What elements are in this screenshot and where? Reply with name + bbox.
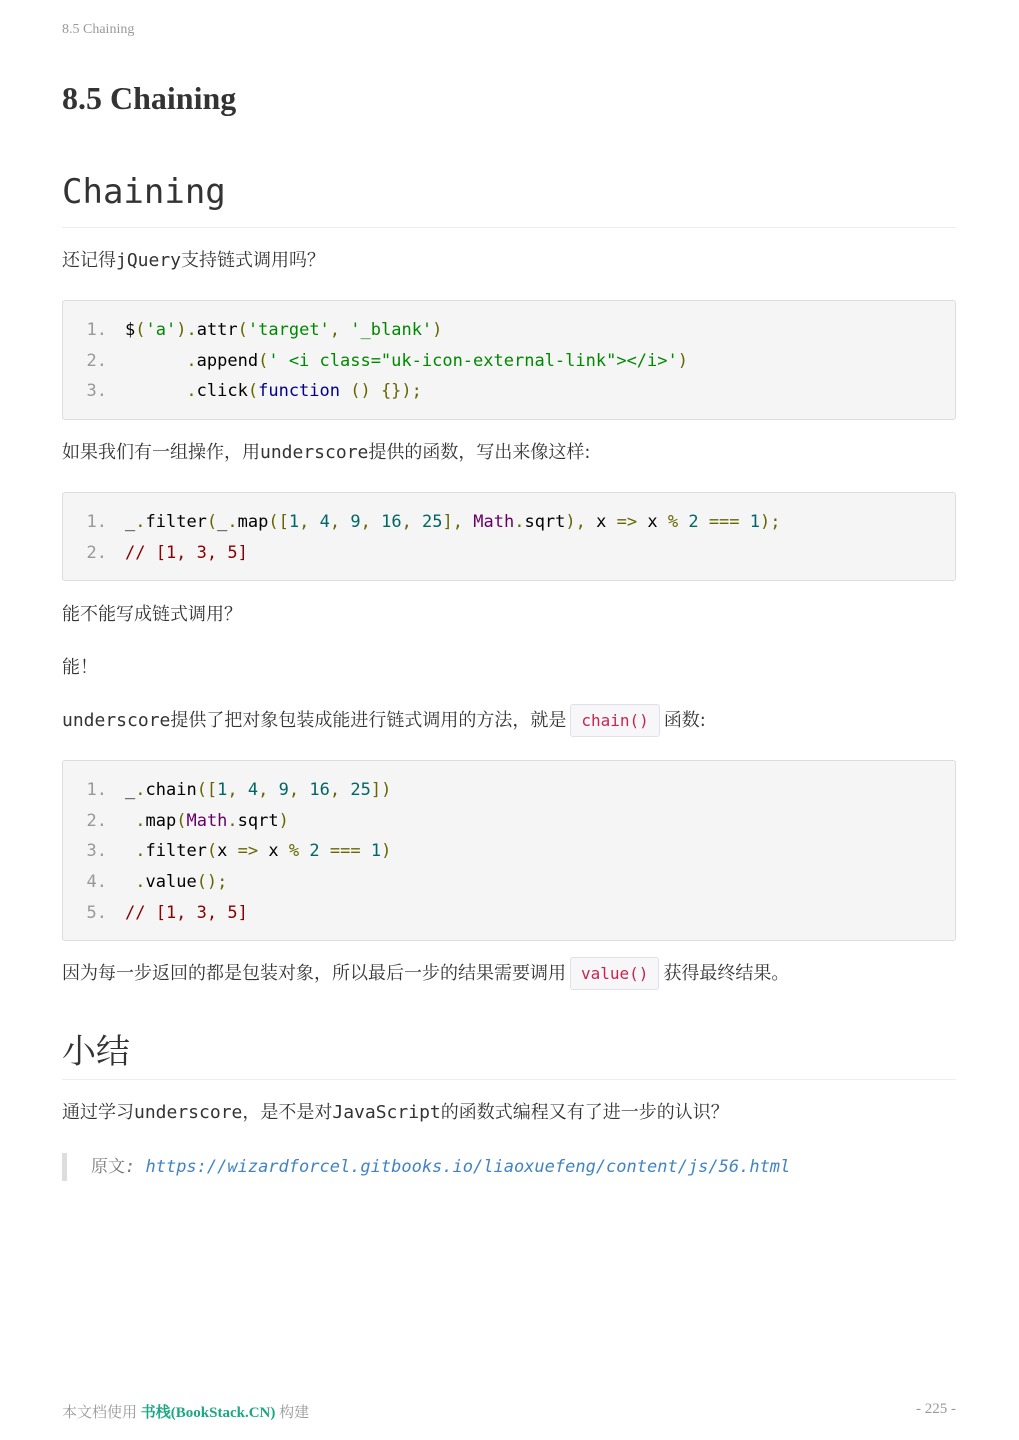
line-number: 3. [86, 841, 107, 862]
code-token: . [514, 512, 525, 532]
code-token: x [637, 512, 668, 532]
code-token: , [258, 780, 279, 800]
code-token [320, 841, 330, 861]
code-token: 2 [309, 841, 320, 862]
code-token: 1 [749, 512, 761, 532]
code-token: => [237, 841, 259, 862]
code-token: => [616, 512, 638, 532]
code-token: ( [247, 381, 259, 402]
code-text [125, 867, 227, 898]
line-number: 2. [86, 810, 107, 831]
code-token: ) [381, 841, 392, 862]
code-block-2 [62, 492, 956, 581]
code-token: sqrt [237, 810, 279, 831]
code-line [63, 376, 955, 407]
code-line [63, 867, 955, 898]
line-number: 4. [86, 872, 107, 893]
footer-prefix: 本文档使用 [62, 1405, 138, 1421]
code-text [125, 507, 781, 538]
code-line [63, 346, 955, 377]
code-token: x [596, 512, 617, 532]
code-token: ( [206, 512, 218, 532]
code-token: append [196, 350, 259, 371]
code-token: ); [760, 512, 781, 532]
source-link[interactable]: https://wizardforcel.gitbooks.io/liaoxuefeng/content/js/56.html [145, 1157, 791, 1177]
paragraph-intro [62, 249, 956, 273]
code-token: x [217, 841, 238, 862]
code-token: ( [135, 320, 146, 340]
code-token: ' <i class="uk-icon-external-link"></i>' [268, 350, 678, 371]
code-token: ) [432, 320, 443, 340]
code-token: ([ [196, 780, 218, 800]
text: 通过学习 [62, 1102, 134, 1123]
code-token: . [135, 841, 146, 862]
line-number: 2. [86, 350, 107, 371]
code-token: ) [278, 810, 289, 831]
source-blockquote [62, 1153, 790, 1181]
code-token: , [329, 512, 351, 532]
code-token: . [135, 780, 146, 800]
code-token: , [329, 780, 351, 800]
code-token: map [237, 512, 269, 532]
code-token: ], [442, 512, 474, 532]
code-token: 'target' [247, 320, 330, 340]
code-token: , [299, 512, 320, 532]
code-text [125, 315, 442, 346]
text: 获得最终结果。 [663, 963, 790, 984]
text: 的函数式编程又有了进一步的认识？ [440, 1102, 729, 1123]
code-token: map [145, 810, 177, 831]
code-token: $ [125, 320, 136, 340]
code-token: _ [125, 780, 136, 800]
source-separator: : [125, 1157, 146, 1177]
code-token: . [135, 872, 146, 893]
code-token [125, 872, 135, 892]
code-token: () {}); [340, 381, 422, 402]
paragraph-summary [62, 1101, 956, 1125]
code-token: % [667, 512, 679, 532]
code-token: 9 [350, 512, 361, 532]
code-token: '_blank' [350, 320, 433, 340]
text: 提供的函数，写出来像这样: [368, 442, 591, 463]
code-token: % [288, 841, 300, 862]
code-token: 4 [319, 512, 330, 532]
code-text [125, 346, 688, 377]
code-token [678, 512, 688, 532]
code-token: _ [217, 512, 228, 532]
line-number: 3. [86, 381, 107, 402]
code-token [125, 841, 135, 861]
code-text [125, 538, 248, 569]
code-token: filter [145, 841, 207, 862]
code-token: value [145, 872, 197, 893]
code-token: 1 [217, 780, 228, 800]
code-token: ([ [268, 512, 289, 532]
code-token: . [186, 350, 197, 371]
text-jquery: jQuery [116, 250, 182, 271]
code-token: ( [176, 810, 187, 831]
line-number: 1. [86, 320, 107, 340]
footer-suffix: 构建 [279, 1405, 310, 1421]
text: 因为每一步返回的都是包装对象，所以最后一步的结果需要调用 [62, 963, 566, 984]
line-number: 1. [86, 780, 107, 800]
code-token: , [227, 780, 248, 800]
paragraph-value [62, 962, 956, 986]
code-token: ). [176, 320, 197, 340]
code-token [299, 841, 309, 861]
code-text [125, 806, 289, 837]
code-token: === [708, 512, 740, 532]
text-underscore: underscore [260, 442, 369, 463]
code-token: . [135, 810, 146, 831]
code-token: 9 [278, 780, 289, 800]
code-token: ), [565, 512, 597, 532]
line-number: 2. [86, 542, 107, 563]
text-javascript: JavaScript [332, 1102, 441, 1123]
inline-code-value: value() [570, 957, 659, 990]
line-number: 1. [86, 512, 107, 532]
section-heading-summary: 小结 [62, 1024, 956, 1080]
code-token: ( [258, 350, 269, 371]
chapter-title: 8.5 Chaining [62, 80, 237, 116]
code-text [125, 376, 422, 407]
code-token: attr [196, 320, 238, 340]
code-token: , [401, 512, 423, 532]
code-token: ( [206, 841, 218, 862]
code-token: chain [145, 780, 197, 800]
code-token: . [135, 512, 146, 532]
text-underscore: underscore [134, 1102, 243, 1123]
text: 函数: [663, 710, 706, 731]
code-token: 1 [370, 841, 382, 862]
code-token: 1 [288, 512, 300, 532]
source-label: 原文 [91, 1157, 125, 1177]
code-token: ( [237, 320, 248, 340]
code-token: Math [473, 512, 515, 532]
code-token: . [227, 512, 238, 532]
code-token: ) [677, 350, 688, 371]
paragraph-operations [62, 441, 956, 465]
code-token: 25 [350, 780, 371, 800]
inline-code-chain: chain() [570, 704, 659, 737]
code-token [699, 512, 709, 532]
code-token: // [1, 3, 5] [125, 902, 248, 923]
code-token: sqrt [524, 512, 566, 532]
code-token: === [329, 841, 361, 862]
code-token: // [1, 3, 5] [125, 542, 248, 563]
running-header: 8.5 Chaining [62, 22, 135, 37]
code-block-1 [62, 300, 956, 420]
code-block-3 [62, 760, 956, 941]
code-line [63, 507, 955, 538]
text: 还记得 [62, 250, 116, 271]
code-token [125, 351, 186, 371]
page-number: - 225 - [916, 1401, 956, 1417]
code-text [125, 775, 391, 806]
code-line [63, 898, 955, 929]
code-token: ]) [370, 780, 392, 800]
text-underscore: underscore [62, 710, 171, 731]
footer-brand-link[interactable]: 书栈(BookStack.CN) [140, 1405, 276, 1421]
code-token: . [186, 381, 197, 402]
code-token: 'a' [145, 320, 177, 340]
code-line [63, 315, 955, 346]
code-token [361, 841, 371, 861]
code-token: . [227, 810, 238, 831]
text: 提供了把对象包装成能进行链式调用的方法，就是 [170, 710, 567, 731]
code-token: , [288, 780, 310, 800]
code-token [125, 811, 135, 831]
text: ，是不是对 [242, 1102, 333, 1123]
code-token: click [196, 381, 248, 402]
footer-credit [62, 1401, 309, 1422]
code-token: , [329, 320, 351, 340]
code-token [740, 512, 750, 532]
line-number: 5. [86, 902, 107, 923]
code-token: 16 [381, 512, 402, 532]
code-token: , [360, 512, 382, 532]
code-token: 16 [309, 780, 330, 800]
paragraph-question: 能不能写成链式调用？ [62, 604, 242, 625]
code-token: 25 [422, 512, 443, 532]
section-heading-chaining: Chaining [62, 172, 956, 228]
code-line [63, 806, 955, 837]
paragraph-chain [62, 709, 956, 733]
code-line [63, 775, 955, 806]
code-token [125, 381, 186, 401]
code-text [125, 898, 248, 929]
code-token: _ [125, 512, 136, 532]
code-text [125, 836, 391, 867]
code-line [63, 538, 955, 569]
code-token: 2 [688, 512, 699, 532]
paragraph-answer: 能！ [62, 657, 98, 678]
code-token: (); [196, 872, 228, 893]
code-token: x [258, 841, 289, 862]
code-token: Math [186, 810, 228, 831]
code-token: 4 [247, 780, 259, 800]
code-line [63, 836, 955, 867]
text: 如果我们有一组操作，用 [62, 442, 260, 463]
code-token: function [258, 381, 340, 402]
text: 支持链式调用吗？ [181, 250, 326, 271]
code-token: filter [145, 512, 207, 532]
